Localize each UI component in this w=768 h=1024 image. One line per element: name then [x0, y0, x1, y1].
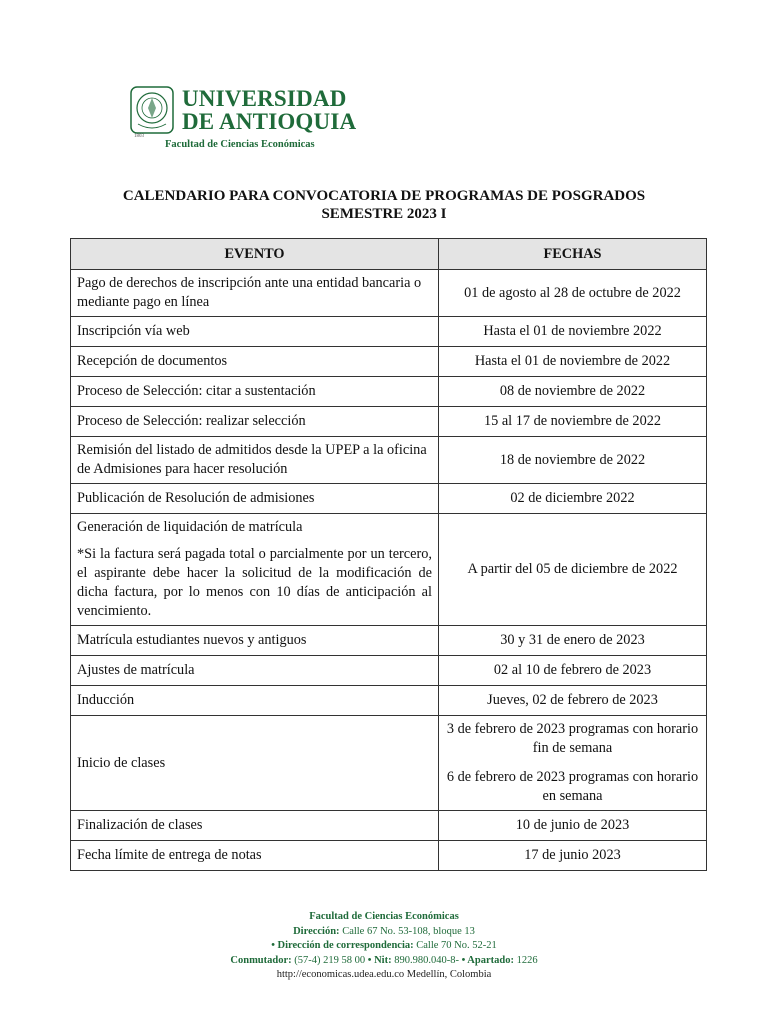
footer-corr: Calle 70 No. 52-21 [416, 940, 497, 951]
table-row [71, 377, 707, 407]
footer-corr-label: • Dirección de correspondencia: [271, 940, 414, 951]
table-header-row [71, 239, 707, 270]
footer-address: Calle 67 No. 53-108, bloque 13 [342, 925, 475, 937]
footer-apartado-label: • Apartado: [461, 954, 514, 966]
footer-faculty: Facultad de Ciencias Económicas [309, 911, 459, 922]
event-title: Generación de liquidación de matrícula [77, 519, 303, 535]
table-row [71, 686, 707, 716]
date-cell: 02 de diciembre 2022 [439, 484, 707, 514]
date-cell: 30 y 31 de enero de 2023 [439, 626, 707, 656]
table-row [71, 347, 707, 377]
date-cell: 10 de junio de 2023 [439, 811, 707, 841]
column-header-evento: EVENTO [71, 239, 439, 270]
table-row [71, 716, 707, 811]
event-cell: Proceso de Selección: realizar selección [71, 407, 439, 437]
date-cell [439, 716, 707, 811]
event-cell: Ajustes de matrícula [71, 656, 439, 686]
footer-web[interactable]: http://economicas.udea.edu.co Medellín, Colombia [276, 969, 492, 980]
table-row [71, 811, 707, 841]
date-cell: 17 de junio 2023 [439, 841, 707, 871]
footer-nit-label: • Nit: [367, 954, 392, 966]
event-note: *Si la factura será pagada total o parcialmente por un tercero, el aspirante debe hacer la solicitud de la modificación de dicha factura, por lo menos con 10 días de anticipación al vencimiento. [77, 546, 432, 619]
event-cell: Inducción [71, 686, 439, 716]
event-cell: Inscripción vía web [71, 317, 439, 347]
date-cell: 02 al 10 de febrero de 2023 [439, 656, 707, 686]
date-line: 6 de febrero de 2023 programas con horario en semana [446, 769, 699, 804]
title-line2: SEMESTRE 2023 I [321, 206, 447, 222]
table-row [71, 317, 707, 347]
date-cell: 08 de noviembre de 2022 [439, 377, 707, 407]
date-cell: Hasta el 01 de noviembre 2022 [439, 317, 707, 347]
footer-phone: (57-4) 219 58 00 [294, 954, 366, 966]
date-cell: 01 de agosto al 28 de octubre de 2022 [439, 270, 707, 317]
footer-phone-label: Conmutador: [230, 954, 292, 966]
event-cell: Proceso de Selección: citar a sustentación [71, 377, 439, 407]
table-row [71, 841, 707, 871]
table-row [71, 626, 707, 656]
university-name-line1: UNIVERSIDAD [182, 86, 347, 111]
footer-apartado: 1226 [516, 954, 538, 966]
university-name [182, 87, 356, 133]
event-cell: Finalización de clases [71, 811, 439, 841]
faculty-name: Facultad de Ciencias Económicas [165, 139, 315, 150]
event-cell: Remisión del listado de admitidos desde la UPEP a la oficina de Admisiones para hacer resolución [71, 437, 439, 484]
table-row [71, 407, 707, 437]
footer [0, 910, 768, 983]
table-row [71, 484, 707, 514]
table-row [71, 437, 707, 484]
date-cell: 18 de noviembre de 2022 [439, 437, 707, 484]
event-cell [71, 514, 439, 626]
footer-address-label: Dirección: [293, 925, 340, 937]
event-cell: Recepción de documentos [71, 347, 439, 377]
date-cell: Hasta el 01 de noviembre de 2022 [439, 347, 707, 377]
date-line: 3 de febrero de 2023 programas con horario fin de semana [446, 721, 699, 756]
date-cell: Jueves, 02 de febrero de 2023 [439, 686, 707, 716]
table-row [71, 656, 707, 686]
footer-nit: 890.980.040-8- [394, 954, 459, 966]
event-cell: Publicación de Resolución de admisiones [71, 484, 439, 514]
event-cell: Inicio de clases [71, 716, 439, 811]
event-cell: Fecha límite de entrega de notas [71, 841, 439, 871]
document-title [0, 187, 768, 223]
date-cell: 15 al 17 de noviembre de 2022 [439, 407, 707, 437]
event-cell: Matrícula estudiantes nuevos y antiguos [71, 626, 439, 656]
column-header-fechas: FECHAS [439, 239, 707, 270]
seal-year: 1803 [134, 134, 144, 139]
university-seal-icon [130, 86, 174, 136]
table-row [71, 270, 707, 317]
date-cell: A partir del 05 de diciembre de 2022 [439, 514, 707, 626]
letterhead [130, 84, 430, 154]
university-name-line2: DE ANTIOQUIA [182, 109, 357, 134]
event-cell: Pago de derechos de inscripción ante una entidad bancaria o mediante pago en línea [71, 270, 439, 317]
title-line1: CALENDARIO PARA CONVOCATORIA DE PROGRAMAS DE POSGRADOS [122, 188, 646, 204]
table-row [71, 514, 707, 626]
calendar-table [70, 238, 707, 871]
